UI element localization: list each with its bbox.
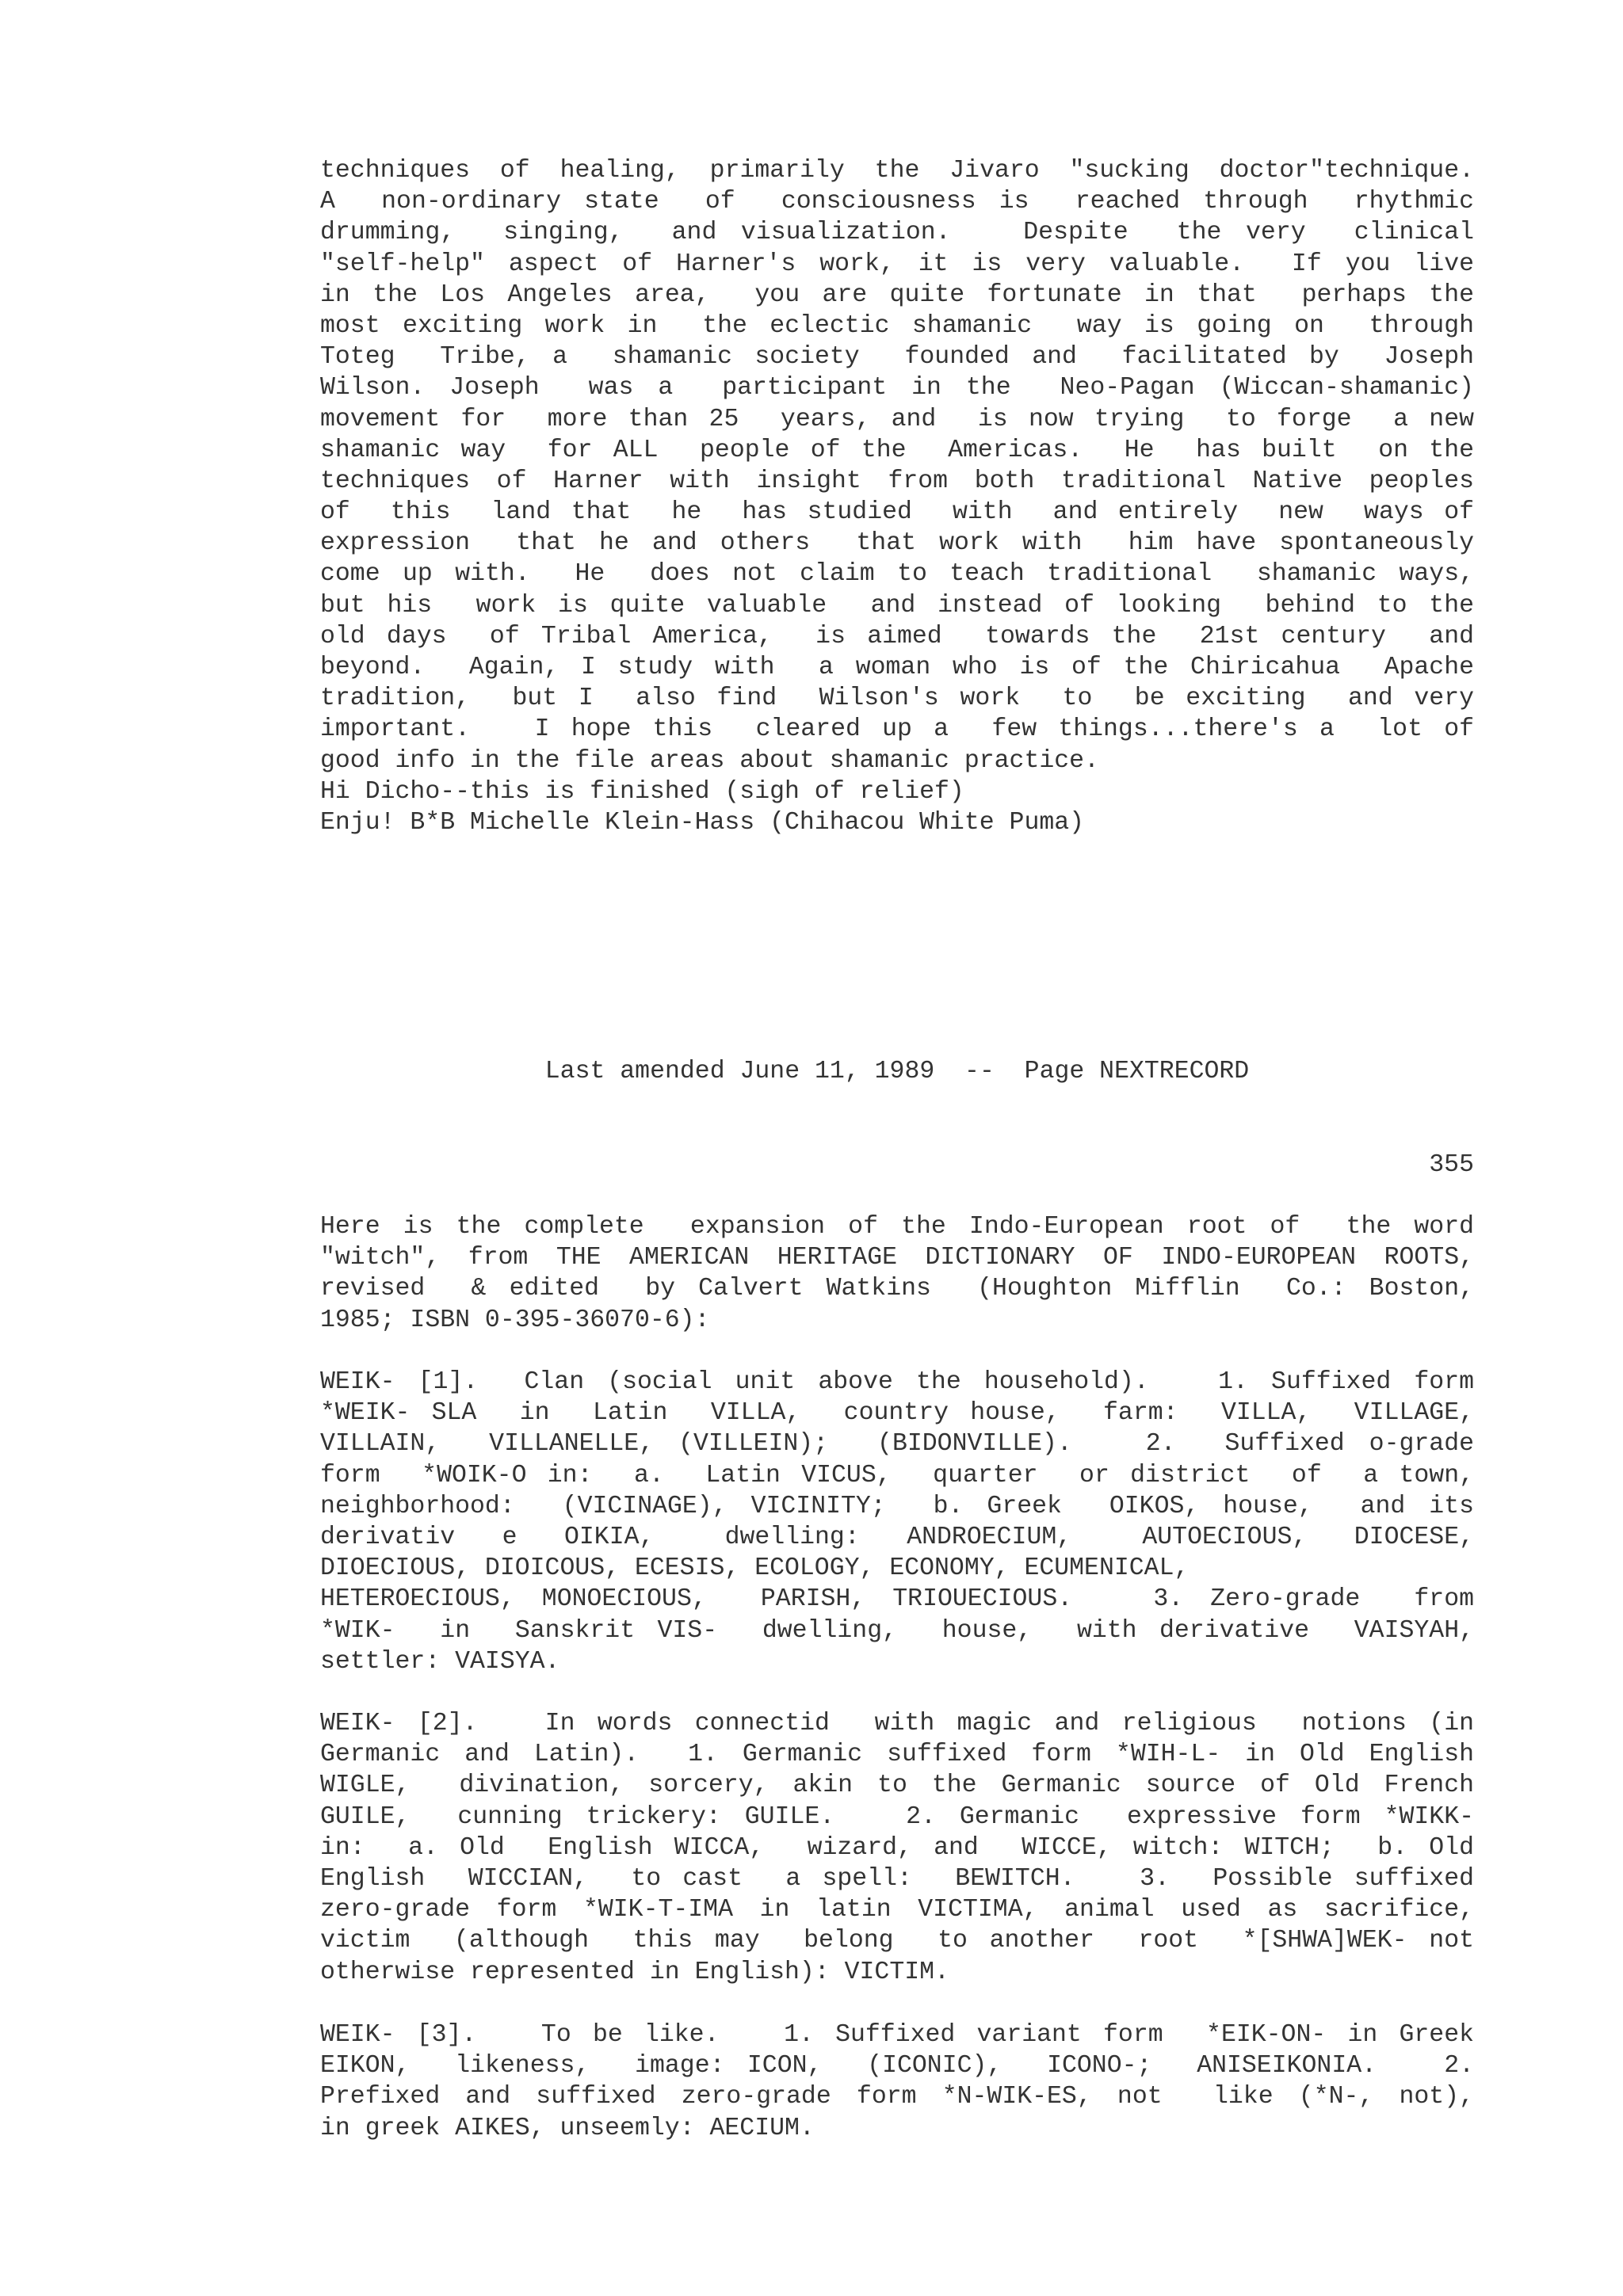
text-line: most exciting work in the eclectic shamanic way is going on through <box>320 311 1474 340</box>
text-line: WIGLE, divination, sorcery, akin to the Germanic source of Old French <box>320 1772 1474 1800</box>
text-line: beyond. Again, I study with a woman who is of the Chiricahua Apache <box>320 654 1474 681</box>
text-line: derivativ e OIKIA, dwelling: ANDROECIUM, AUTOECIOUS, DIOCESE, <box>320 1523 1474 1551</box>
text-line: zero-grade form *WIK-T-IMA in latin VICTIMA, animal used as sacrifice, <box>320 1896 1474 1924</box>
text-line: in the Los Angeles area, you are quite fortunate in that perhaps the <box>320 280 1474 309</box>
text-line: neighborhood: (VICINAGE), VICINITY; b. Greek OIKOS, house, and its <box>320 1492 1474 1520</box>
text-line: Hi Dicho--this is finished (sigh of relief) <box>320 777 964 806</box>
text-line: revised & edited by Calvert Watkins (Houghton Mifflin Co.: Boston, <box>320 1275 1474 1303</box>
text-line: movement for more than 25 years, and is now trying to forge a new <box>320 405 1474 433</box>
text-line: Here is the complete expansion of the Indo-European root of the word <box>320 1213 1474 1241</box>
page-footer: Last amended June 11, 1989 -- Page NEXTRECORD <box>544 1058 1250 1085</box>
text-line: old days of Tribal America, is aimed towards the 21st century and <box>320 622 1474 650</box>
text-line: techniques of healing, primarily the Jivaro "sucking doctor"technique. <box>320 157 1474 185</box>
text-line: victim (although this may belong to another root *[SHWA]WEK- not <box>320 1927 1474 1955</box>
text-section-intro <box>320 1211 1474 1336</box>
text-section-shamanism <box>320 155 1474 838</box>
text-line: drumming, singing, and visualization. Despite the very clinical <box>320 219 1474 247</box>
text-line: good info in the file areas about shamanic practice. <box>320 746 1099 775</box>
text-line: GUILE, cunning trickery: GUILE. 2. Germanic expressive form *WIKK- <box>320 1802 1474 1831</box>
text-line: English WICCIAN, to cast a spell: BEWITCH. 3. Possible suffixed <box>320 1864 1474 1893</box>
text-line: techniques of Harner with insight from both traditional Native peoples <box>320 467 1474 495</box>
text-line: 1985; ISBN 0-395-36070-6): <box>320 1306 710 1334</box>
text-line: otherwise represented in English): VICTIM. <box>320 1958 949 1986</box>
text-section-weik-3 <box>320 2019 1474 2144</box>
text-line: WEIK- [1]. Clan (social unit above the household). 1. Suffixed form <box>320 1368 1474 1396</box>
page-number: 355 <box>1429 1151 1474 1179</box>
text-line: but his work is quite valuable and instead of looking behind to the <box>320 591 1474 620</box>
text-line: come up with. He does not claim to teach traditional shamanic ways, <box>320 560 1474 589</box>
text-section-weik-1 <box>320 1367 1474 1677</box>
text-line: important. I hope this cleared up a few things...there's a lot of <box>320 715 1474 744</box>
text-line: Wilson. Joseph was a participant in the Neo-Pagan (Wiccan-shamanic) <box>320 374 1474 402</box>
text-line: *WIK- in Sanskrit VIS- dwelling, house, with derivative VAISYAH, <box>320 1616 1474 1645</box>
text-line: Toteg Tribe, a shamanic society founded and facilitated by Joseph <box>320 343 1474 372</box>
text-line: tradition, but I also find Wilson's work to be exciting and very <box>320 685 1474 713</box>
signature-line: Enju! B*B Michelle Klein-Hass (Chihacou White Puma) <box>320 808 1085 837</box>
text-line: *WEIK- SLA in Latin VILLA, country house, farm: VILLA, VILLAGE, <box>320 1399 1474 1428</box>
text-line: WEIK- [2]. In words connectid with magic and religious notions (in <box>320 1710 1474 1737</box>
text-line: expression that he and others that work with him have spontaneously <box>320 529 1474 558</box>
text-line: "self-help" aspect of Harner's work, it is very valuable. If you live <box>320 250 1474 278</box>
text-line: VILLAIN, VILLANELLE, (VILLEIN); (BIDONVILLE). 2. Suffixed o-grade <box>320 1430 1474 1459</box>
text-line: in greek AIKES, unseemly: AECIUM. <box>320 2114 815 2142</box>
text-line: EIKON, likeness, image: ICON, (ICONIC), ICONO-; ANISEIKONIA. 2. <box>320 2052 1474 2081</box>
text-line: form *WOIK-O in: a. Latin VICUS, quarter or district of a town, <box>320 1461 1474 1489</box>
text-line: of this land that he has studied with and entirely new ways of <box>320 498 1474 527</box>
text-line: WEIK- [3]. To be like. 1. Suffixed variant form *EIK-ON- in Greek <box>320 2021 1474 2049</box>
text-line: Germanic and Latin). 1. Germanic suffixed form *WIH-L- in Old English <box>320 1741 1474 1769</box>
text-line: settler: VAISYA. <box>320 1647 560 1676</box>
text-line: "witch", from THE AMERICAN HERITAGE DICTIONARY OF INDO-EUROPEAN ROOTS, <box>320 1244 1474 1272</box>
text-line: shamanic way for ALL people of the Americas. He has built on the <box>320 436 1474 464</box>
text-section-weik-2 <box>320 1708 1474 1988</box>
text-line: Prefixed and suffixed zero-grade form *N-WIK-ES, not like (*N-, not), <box>320 2083 1474 2111</box>
text-line: DIOECIOUS, DIOICOUS, ECESIS, ECOLOGY, ECONOMY, ECUMENICAL, <box>320 1554 1190 1583</box>
text-line: in: a. Old English WICCA, wizard, and WICCE, witch: WITCH; b. Old <box>320 1833 1474 1862</box>
text-line: HETEROECIOUS, MONOECIOUS, PARISH, TRIOUECIOUS. 3. Zero-grade from <box>320 1585 1474 1614</box>
text-line: A non-ordinary state of consciousness is reached through rhythmic <box>320 188 1474 216</box>
